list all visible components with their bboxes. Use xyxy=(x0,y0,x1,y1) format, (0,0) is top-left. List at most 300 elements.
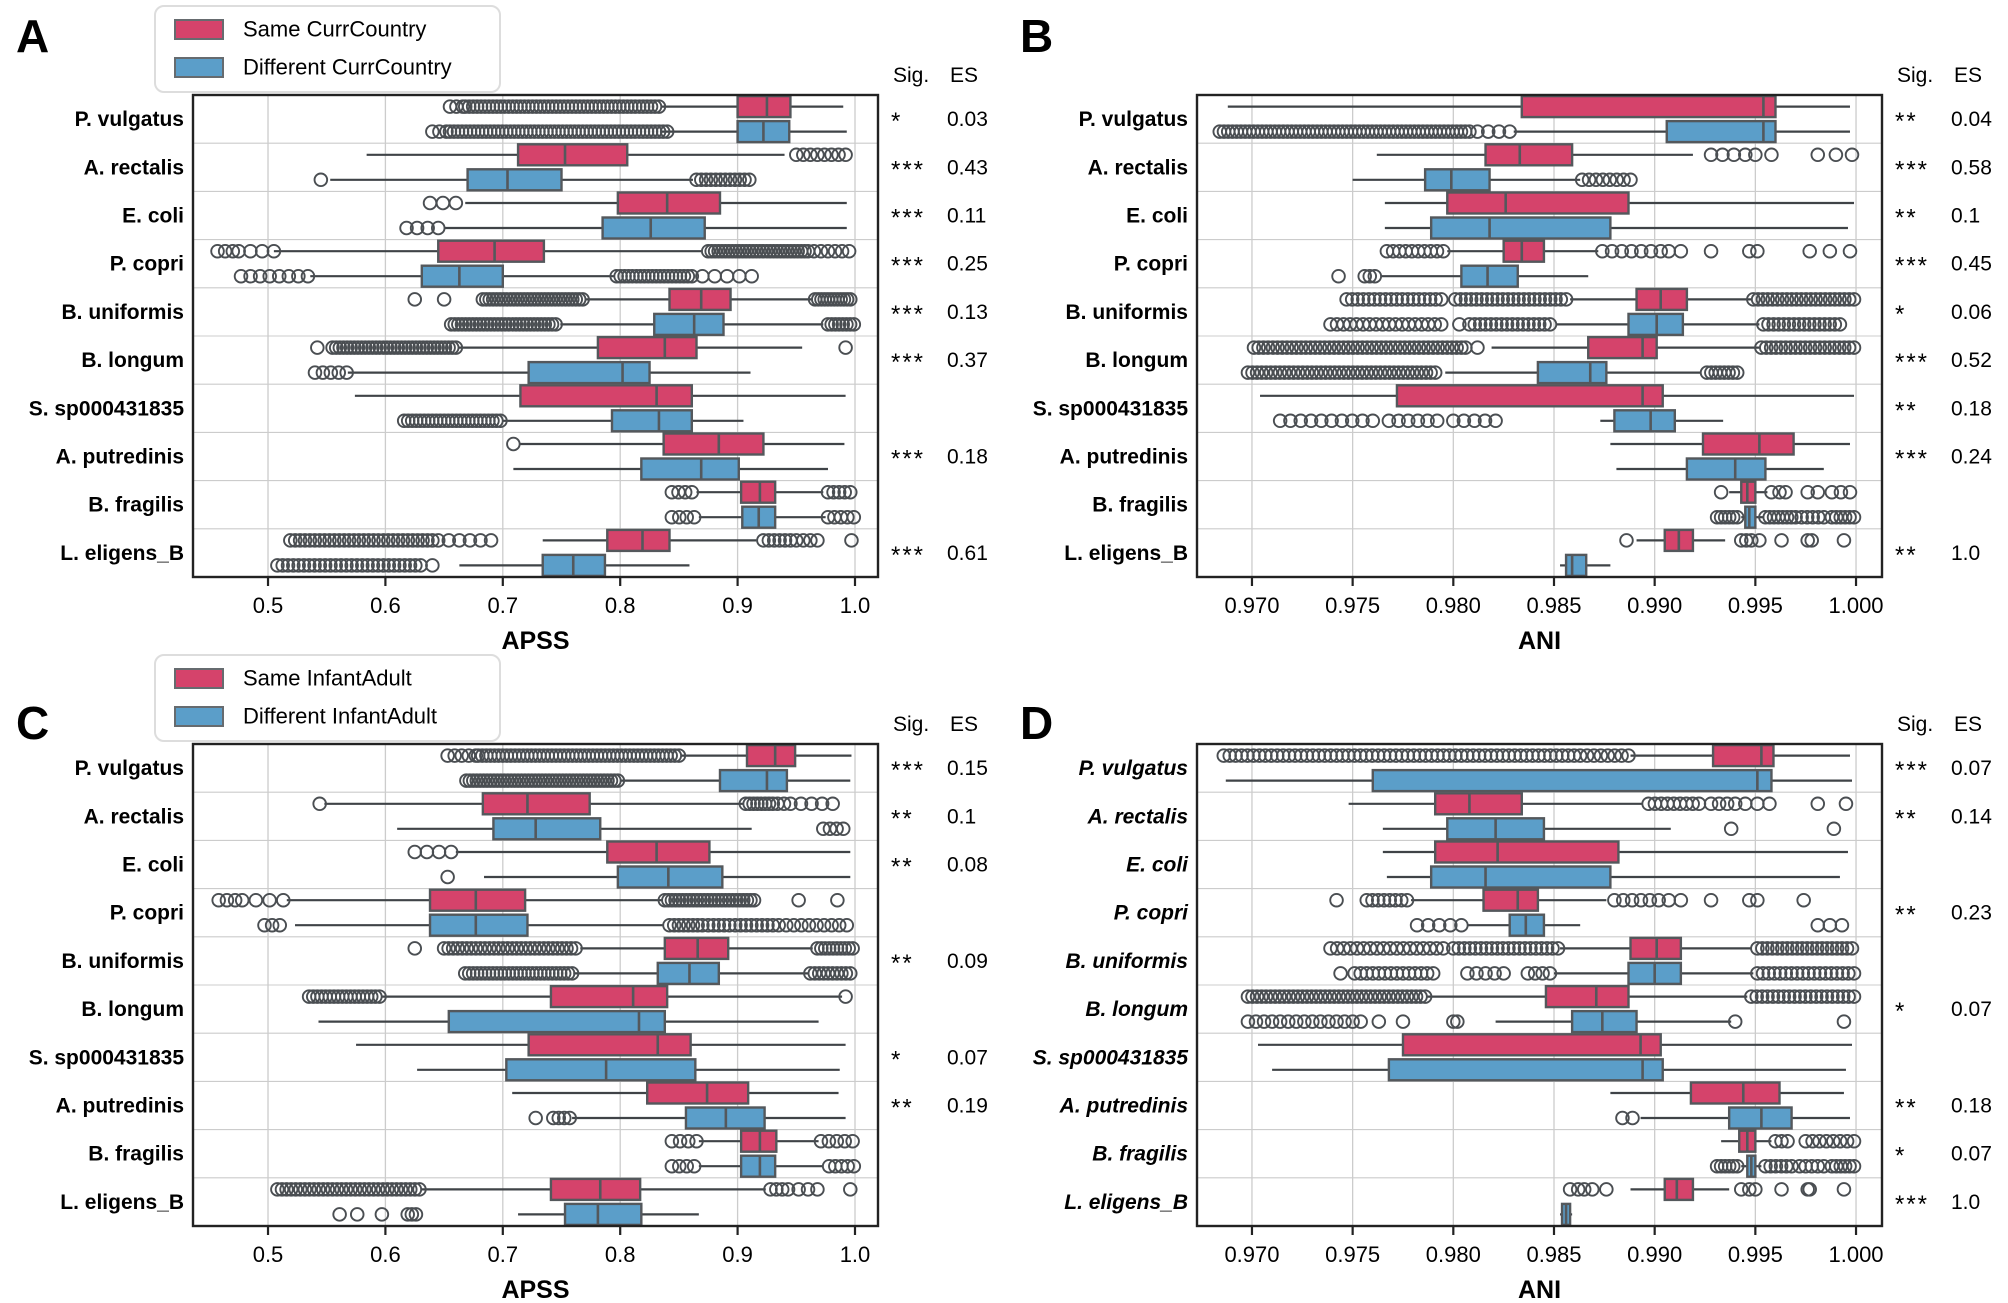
outlier-point xyxy=(1751,798,1764,811)
species-row-b-uniformis xyxy=(1065,938,1860,984)
outlier-point xyxy=(1471,341,1484,354)
species-label: B. uniformis xyxy=(61,300,184,324)
x-tick-label: 0.6 xyxy=(370,593,401,618)
species-row-l-eligens-b xyxy=(1064,530,1980,576)
outlier-point xyxy=(745,270,758,283)
boxplot-same xyxy=(1610,1083,1844,1104)
box xyxy=(529,1034,691,1055)
boxplot-different xyxy=(258,915,853,936)
boxplot-same xyxy=(666,482,857,503)
species-label: P. vulgatus xyxy=(1078,108,1188,132)
es-value: 0.11 xyxy=(947,204,987,228)
outlier-point xyxy=(688,1160,701,1173)
boxplot-same xyxy=(444,96,844,117)
outlier-point xyxy=(680,1160,693,1173)
outlier-point xyxy=(1332,270,1345,283)
boxplot-same xyxy=(1217,745,1850,766)
x-tick-label: 0.980 xyxy=(1425,1242,1481,1267)
es-value: 0.1 xyxy=(947,805,977,829)
species-label: E. coli xyxy=(122,853,184,877)
boxplot-different xyxy=(529,1108,845,1129)
boxplot-same xyxy=(1721,1131,1860,1152)
species-row-e-coli xyxy=(122,193,986,239)
species-label: B. longum xyxy=(81,998,184,1022)
boxplot-same xyxy=(512,1083,838,1104)
boxplot-different xyxy=(1385,218,1848,239)
outlier-point xyxy=(1354,1015,1367,1028)
panel-letter-B: B xyxy=(1020,10,1054,62)
species-row-b-uniformis xyxy=(61,938,987,984)
outlier-point xyxy=(1765,149,1778,162)
outlier-point xyxy=(1811,149,1824,162)
boxplot-different xyxy=(400,218,847,239)
box xyxy=(1431,867,1610,888)
outlier-point xyxy=(315,174,328,187)
sig-value: * xyxy=(1895,1142,1907,1170)
sig-value: *** xyxy=(1895,156,1930,184)
boxplot-different xyxy=(1387,867,1840,888)
box xyxy=(518,144,627,165)
x-tick-label: 1.000 xyxy=(1828,593,1884,618)
es-value: 0.13 xyxy=(947,300,988,324)
outlier-point xyxy=(1824,919,1837,932)
species-row-e-coli xyxy=(1126,193,1980,239)
outlier-point xyxy=(426,559,439,572)
species-row-s-sp000431835 xyxy=(29,385,846,431)
species-row-b-longum xyxy=(81,337,988,383)
species-row-a-rectalis xyxy=(84,793,977,839)
boxplot-different xyxy=(1213,121,1850,142)
boxplot-same xyxy=(356,1034,846,1055)
sig-value: ** xyxy=(891,805,914,833)
species-label: A. rectalis xyxy=(1087,156,1188,180)
species-label: A. putredinis xyxy=(1059,1094,1188,1118)
species-label: P. copri xyxy=(109,252,184,276)
species-label: S. sp000431835 xyxy=(1032,397,1188,421)
box xyxy=(1546,986,1629,1007)
boxplot-different xyxy=(1334,963,1860,984)
boxplot-same xyxy=(212,890,843,911)
boxplot-different xyxy=(666,507,861,528)
species-label: A. putredinis xyxy=(55,1094,184,1118)
legend-swatch-different xyxy=(175,707,223,726)
box xyxy=(741,482,775,503)
boxplot-same xyxy=(1228,96,1850,117)
x-axis-label: ANI xyxy=(1517,1276,1562,1298)
outlier-point xyxy=(1803,245,1816,258)
es-value: 0.43 xyxy=(947,156,988,180)
species-label: B. fragilis xyxy=(88,493,184,517)
box xyxy=(551,986,667,1007)
outlier-point xyxy=(1775,534,1788,547)
species-label: L. eligens_B xyxy=(1064,1190,1188,1214)
es-value: 0.07 xyxy=(1951,757,1992,781)
species-label: S. sp000431835 xyxy=(28,397,184,421)
box xyxy=(741,1156,775,1177)
box xyxy=(647,1083,748,1104)
sig-value: * xyxy=(1895,998,1907,1026)
boxplot-same xyxy=(408,289,856,310)
es-value: 0.19 xyxy=(947,1094,988,1118)
box xyxy=(607,842,709,863)
box xyxy=(449,1011,665,1032)
sig-value: ** xyxy=(1895,901,1918,929)
outlier-point xyxy=(421,846,434,859)
species-row-s-sp000431835 xyxy=(1033,1034,1852,1080)
outlier-point xyxy=(408,942,421,955)
boxplot-different xyxy=(333,1204,699,1225)
boxplot-different xyxy=(1242,1011,1851,1032)
x-tick-label: 0.5 xyxy=(252,1242,284,1267)
outlier-point xyxy=(1751,894,1764,907)
outlier-point xyxy=(1775,1183,1788,1196)
outlier-point xyxy=(1431,415,1444,428)
es-value: 0.06 xyxy=(1951,300,1992,324)
panel-C xyxy=(0,649,1004,1298)
box xyxy=(1665,1179,1693,1200)
box xyxy=(1588,337,1656,358)
boxplot-same xyxy=(1340,289,1860,310)
panel-B-svg xyxy=(1004,0,2008,649)
species-label: P. copri xyxy=(1113,252,1188,276)
x-tick-label: 0.975 xyxy=(1325,1242,1381,1267)
boxplot-different xyxy=(1226,770,1852,791)
sig-value: ** xyxy=(1895,108,1918,136)
box xyxy=(529,362,650,383)
boxplot-different xyxy=(1383,818,1840,839)
outlier-point xyxy=(845,534,858,547)
species-label: B. fragilis xyxy=(1092,493,1188,517)
species-row-a-putredinis xyxy=(56,1083,988,1129)
boxplot-same xyxy=(1330,890,1810,911)
boxplot-same xyxy=(1242,986,1861,1007)
x-tick-label: 1.000 xyxy=(1828,1242,1884,1267)
x-axis-label: APSS xyxy=(501,627,570,649)
x-tick-label: 0.970 xyxy=(1224,1242,1280,1267)
es-value: 0.1 xyxy=(1951,204,1981,228)
species-row-e-coli xyxy=(122,842,988,888)
outlier-point xyxy=(450,197,463,210)
species-label: P. vulgatus xyxy=(74,108,184,132)
box xyxy=(1403,1034,1661,1055)
boxplot-same xyxy=(1258,1034,1852,1055)
outlier-point xyxy=(831,894,844,907)
boxplot-different xyxy=(513,459,828,480)
species-row-b-uniformis xyxy=(1065,289,1991,335)
box xyxy=(607,530,669,551)
legend-label-different: Different CurrCountry xyxy=(243,54,452,80)
box xyxy=(1484,890,1538,911)
species-label: S. sp000431835 xyxy=(1032,1046,1188,1070)
species-row-l-eligens-b xyxy=(60,530,988,576)
boxplot-different xyxy=(1411,915,1848,936)
es-header: ES xyxy=(1954,713,1983,736)
outlier-point xyxy=(1600,1183,1613,1196)
boxplot-same xyxy=(1715,482,1856,503)
es-value: 0.14 xyxy=(1951,805,1992,829)
x-tick-label: 0.980 xyxy=(1425,593,1481,618)
outlier-point xyxy=(839,341,852,354)
boxplot-same xyxy=(408,842,850,863)
sig-value: *** xyxy=(1895,252,1930,280)
box xyxy=(430,890,525,911)
x-tick-label: 0.985 xyxy=(1526,593,1582,618)
sig-value: ** xyxy=(891,1094,914,1122)
species-label: B. fragilis xyxy=(1092,1142,1188,1166)
boxplot-same xyxy=(507,434,844,455)
outlier-point xyxy=(1586,1183,1599,1196)
species-label: L. eligens_B xyxy=(60,541,184,565)
es-value: 0.24 xyxy=(1951,445,1992,469)
outlier-point xyxy=(244,245,257,258)
outlier-point xyxy=(846,1135,859,1148)
boxplot-different xyxy=(426,121,847,142)
outlier-point xyxy=(1844,245,1857,258)
x-tick-label: 0.990 xyxy=(1627,593,1683,618)
boxplot-same xyxy=(1324,938,1858,959)
box xyxy=(1566,555,1586,576)
boxplot-same xyxy=(424,193,847,214)
box xyxy=(1425,169,1489,190)
box xyxy=(1486,144,1573,165)
panel-letter-D: D xyxy=(1020,697,1054,749)
sig-header: Sig. xyxy=(1897,713,1934,736)
boxplot-same xyxy=(1377,144,1858,165)
sig-header: Sig. xyxy=(893,713,930,736)
panel-D xyxy=(1004,649,2008,1298)
box xyxy=(747,745,795,766)
outlier-point xyxy=(680,511,693,524)
panel-letter-A: A xyxy=(16,10,50,62)
species-label: B. uniformis xyxy=(61,949,184,973)
sig-value: * xyxy=(1895,300,1907,328)
x-tick-label: 0.8 xyxy=(604,1242,636,1267)
x-tick-label: 1.0 xyxy=(839,1242,871,1267)
sig-value: *** xyxy=(891,541,926,569)
outlier-point xyxy=(250,894,263,907)
outlier-point xyxy=(708,270,721,283)
box xyxy=(641,459,738,480)
outlier-point xyxy=(1830,149,1843,162)
boxplot-different xyxy=(318,1011,818,1032)
boxplot-different xyxy=(1272,1059,1846,1080)
legend-swatch-same xyxy=(175,669,223,688)
outlier-point xyxy=(408,846,421,859)
box xyxy=(438,241,544,262)
box xyxy=(1435,793,1522,814)
box xyxy=(720,770,787,791)
panel-C-svg xyxy=(0,649,1004,1298)
outlier-point xyxy=(1836,919,1849,932)
x-tick-label: 0.9 xyxy=(722,593,753,618)
box xyxy=(664,434,764,455)
outlier-point xyxy=(273,919,286,932)
es-value: 0.07 xyxy=(1951,998,1992,1022)
boxplot-same xyxy=(1260,385,1854,406)
box xyxy=(1522,96,1776,117)
box xyxy=(483,793,590,814)
outlier-point xyxy=(311,341,324,354)
outlier-point xyxy=(256,245,269,258)
boxplot-different xyxy=(1711,1156,1861,1177)
box xyxy=(603,218,705,239)
species-label: L. eligens_B xyxy=(60,1190,184,1214)
sig-header: Sig. xyxy=(893,64,930,87)
species-row-p-vulgatus xyxy=(1079,745,1992,791)
legend-label-same: Same CurrCountry xyxy=(243,16,427,42)
boxplot-different xyxy=(1353,169,1637,190)
x-axis-label: APSS xyxy=(501,1276,570,1298)
x-tick-label: 0.990 xyxy=(1627,1242,1683,1267)
es-value: 0.58 xyxy=(1951,156,1992,180)
outlier-point xyxy=(1373,1015,1386,1028)
outlier-point xyxy=(437,197,450,210)
species-label: B. fragilis xyxy=(88,1142,184,1166)
species-row-b-fragilis xyxy=(88,482,860,528)
outlier-point xyxy=(333,1208,346,1221)
outlier-point xyxy=(263,894,276,907)
boxplot-same xyxy=(1564,1179,1850,1200)
outlier-point xyxy=(1675,894,1688,907)
outlier-point xyxy=(1620,534,1633,547)
species-row-p-copri xyxy=(110,241,988,287)
sig-value: *** xyxy=(1895,1190,1930,1218)
species-label: E. coli xyxy=(1126,204,1188,228)
es-value: 0.18 xyxy=(1951,1094,1992,1118)
legend-swatch-different xyxy=(175,58,223,77)
boxplot-different xyxy=(271,555,689,576)
boxplot-same xyxy=(1383,842,1848,863)
outlier-point xyxy=(1705,245,1718,258)
box xyxy=(1373,770,1772,791)
sig-value: ** xyxy=(891,949,914,977)
species-row-a-putredinis xyxy=(56,434,988,480)
outlier-point xyxy=(688,511,701,524)
x-tick-label: 0.975 xyxy=(1325,593,1381,618)
outlier-point xyxy=(445,846,458,859)
outlier-point xyxy=(840,919,853,932)
outlier-point xyxy=(1824,245,1837,258)
boxplot-different xyxy=(1711,507,1861,528)
boxplot-different xyxy=(417,1059,840,1080)
species-row-b-uniformis xyxy=(61,289,987,335)
x-tick-label: 0.6 xyxy=(370,1242,401,1267)
boxplot-different xyxy=(1560,555,1610,576)
outlier-point xyxy=(1763,798,1776,811)
outlier-point xyxy=(673,1160,686,1173)
box xyxy=(1538,362,1606,383)
boxplot-different xyxy=(1242,362,1744,383)
boxplot-same xyxy=(1349,793,1853,814)
es-value: 0.07 xyxy=(947,1046,988,1070)
es-value: 0.15 xyxy=(947,757,988,781)
x-tick-label: 0.9 xyxy=(722,1242,753,1267)
outlier-point xyxy=(441,871,454,884)
x-tick-label: 0.985 xyxy=(1526,1242,1582,1267)
boxplot-same xyxy=(1385,193,1854,214)
es-header: ES xyxy=(950,64,979,87)
outlier-point xyxy=(529,1112,542,1125)
boxplot-different xyxy=(459,963,857,984)
outlier-point xyxy=(351,1208,364,1221)
outlier-point xyxy=(733,270,746,283)
box xyxy=(493,818,600,839)
outlier-point xyxy=(1675,245,1688,258)
boxplot-same xyxy=(408,938,858,959)
box xyxy=(1447,193,1628,214)
box xyxy=(1667,121,1776,142)
outlier-point xyxy=(1397,1015,1410,1028)
panel-B xyxy=(1004,0,2008,649)
sig-value: *** xyxy=(891,445,926,473)
x-tick-label: 0.995 xyxy=(1727,593,1783,618)
sig-value: ** xyxy=(1895,204,1918,232)
legend-label-same: Same InfantAdult xyxy=(243,665,412,691)
species-row-p-copri xyxy=(1114,241,1992,287)
species-label: A. rectalis xyxy=(83,805,184,829)
boxplot-different xyxy=(235,266,758,287)
outlier-point xyxy=(1797,894,1810,907)
species-label: B. longum xyxy=(1085,349,1188,373)
boxplot-different xyxy=(315,169,756,190)
outlier-point xyxy=(1838,1015,1851,1028)
species-row-a-rectalis xyxy=(84,144,988,190)
sig-value: *** xyxy=(891,204,926,232)
boxplot-different xyxy=(1324,314,1846,335)
species-row-a-putredinis xyxy=(1059,1083,1992,1129)
sig-value: ** xyxy=(1895,1094,1918,1122)
box xyxy=(1504,241,1544,262)
panel-A-svg xyxy=(0,0,1004,649)
species-label: P. vulgatus xyxy=(74,757,184,781)
species-row-s-sp000431835 xyxy=(1033,385,1992,431)
es-value: 0.52 xyxy=(1951,349,1992,373)
species-label: B. uniformis xyxy=(1065,300,1188,324)
outlier-point xyxy=(433,846,446,859)
outlier-point xyxy=(1844,486,1857,499)
species-row-p-vulgatus xyxy=(75,96,988,142)
boxplot-different xyxy=(666,1156,861,1177)
x-tick-label: 0.970 xyxy=(1224,593,1280,618)
es-value: 0.04 xyxy=(1951,108,1992,132)
box xyxy=(612,410,692,431)
box xyxy=(506,1059,695,1080)
outlier-point xyxy=(1811,798,1824,811)
legend-swatch-same xyxy=(175,20,223,39)
boxplot-same xyxy=(311,337,852,358)
species-label: E. coli xyxy=(122,204,184,228)
species-label: A. rectalis xyxy=(1087,805,1188,829)
boxplot-same xyxy=(355,385,846,406)
outlier-point xyxy=(1838,534,1851,547)
boxplot-different xyxy=(398,410,744,431)
species-label: A. putredinis xyxy=(55,445,184,469)
box xyxy=(1614,410,1674,431)
outlier-point xyxy=(1497,967,1510,980)
outlier-point xyxy=(376,1208,389,1221)
outlier-point xyxy=(1828,823,1841,836)
box xyxy=(1461,266,1517,287)
es-value: 0.45 xyxy=(1951,252,1992,276)
boxplot-different xyxy=(1616,1108,1850,1129)
sig-value: *** xyxy=(1895,445,1930,473)
panel-letter-C: C xyxy=(16,697,50,749)
box xyxy=(520,385,691,406)
box xyxy=(654,314,723,335)
box xyxy=(551,1179,640,1200)
species-label: P. vulgatus xyxy=(1078,757,1188,781)
es-header: ES xyxy=(950,713,979,736)
